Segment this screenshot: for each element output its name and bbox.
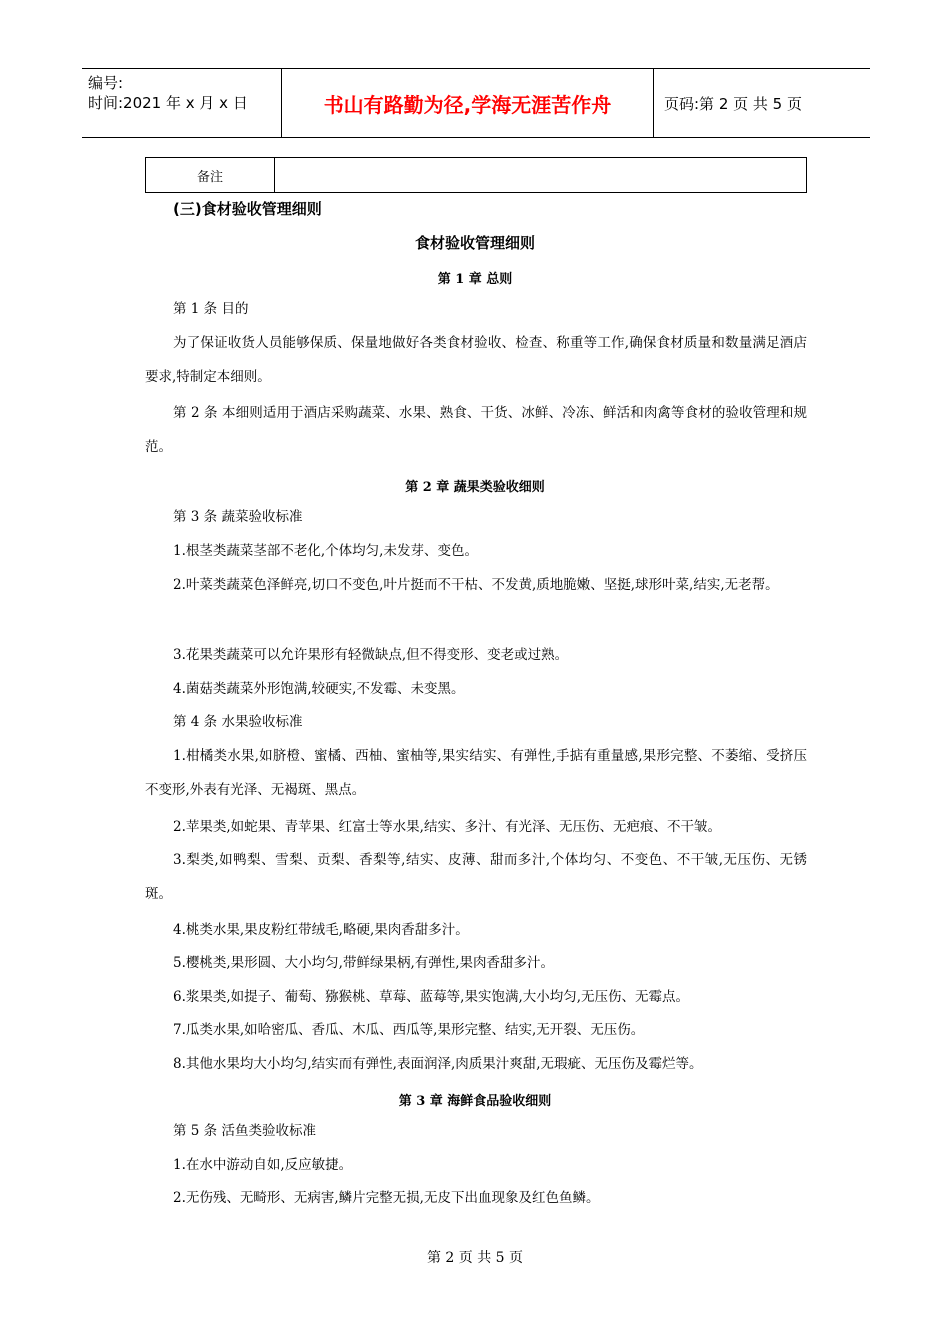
veg-item-2: 2.叶菜类蔬菜色泽鲜亮,切口不变色,叶片挺而不干枯、不发黄,质地脆嫩、坚挺,球形叶菜,结实,无老帮。	[173, 577, 779, 593]
number-label: 编号:	[88, 74, 124, 92]
fruit-item-3: 3.梨类,如鸭梨、雪梨、贡梨、香梨等,结实、皮薄、甜而多汁,个体均匀、不变色、不干皱,无压伤、无锈斑。	[145, 852, 807, 902]
veg-item-1: 1.根茎类蔬菜茎部不老化,个体均匀,未发芽、变色。	[173, 543, 478, 559]
section-heading: (三)食材验收管理细则	[173, 200, 322, 218]
remark-key: 备注	[146, 158, 275, 192]
fruit-item-1: 1.柑橘类水果,如脐橙、蜜橘、西柚、蜜柚等,果实结实、有弹性,手掂有重量感,果形完整、不萎缩、受挤压不变形,外表有光泽、无褐斑、黑点。	[145, 748, 807, 798]
fruit-item-7: 7.瓜类水果,如哈密瓜、香瓜、木瓜、西瓜等,果形完整、结实,无开裂、无压伤。	[173, 1022, 645, 1038]
article-4: 第 4 条 水果验收标准	[173, 714, 303, 730]
article-5: 第 5 条 活鱼类验收标准	[173, 1123, 316, 1139]
header-motto: 书山有路勤为径,学海无涯苦作舟	[282, 69, 654, 137]
doc-title: 食材验收管理细则	[414, 234, 535, 252]
fruit-item-6: 6.浆果类,如提子、葡萄、猕猴桃、草莓、蓝莓等,果实饱满,大小均匀,无压伤、无霉点。	[173, 989, 690, 1005]
fruit-item-4: 4.桃类水果,果皮粉红带绒毛,略硬,果肉香甜多汁。	[173, 922, 469, 938]
article-1-text: 为了保证收货人员能够保质、保量地做好各类食材验收、检查、称重等工作,确保食材质量和数量满足酒店要求,特制定本细则。	[145, 335, 807, 385]
page-header	[82, 68, 870, 138]
veg-item-4: 4.菌菇类蔬菜外形饱满,较硬实,不发霉、未变黑。	[173, 681, 465, 697]
chapter-2-heading: 第 2 章 蔬果类验收细则	[405, 480, 545, 495]
chapter-3-heading: 第 3 章 海鲜食品验收细则	[398, 1094, 552, 1109]
remark-table	[145, 157, 807, 193]
fruit-item-2: 2.苹果类,如蛇果、青苹果、红富士等水果,结实、多汁、有光泽、无压伤、无疤痕、不干皱。	[173, 819, 721, 835]
article-1: 第 1 条 目的	[173, 301, 249, 317]
header-meta	[82, 69, 282, 137]
fruit-item-8: 8.其他水果均大小均匀,结实而有弹性,表面润泽,肉质果汁爽甜,无瑕疵、无压伤及霉烂等。	[173, 1056, 703, 1072]
remark-value	[275, 158, 806, 192]
article-3: 第 3 条 蔬菜验收标准	[173, 509, 303, 525]
veg-item-3: 3.花果类蔬菜可以允许果形有轻微缺点,但不得变形、变老或过熟。	[173, 647, 569, 663]
chapter-1-heading: 第 1 章 总则	[437, 272, 513, 287]
fruit-item-5: 5.樱桃类,果形圆、大小均匀,带鲜绿果柄,有弹性,果肉香甜多汁。	[173, 955, 555, 971]
fish-item-1: 1.在水中游动自如,反应敏捷。	[173, 1157, 353, 1173]
time-label: 时间:2021 年 x 月 x 日	[88, 94, 248, 112]
page-footer: 第 2 页 共 5 页	[426, 1250, 524, 1266]
article-2: 第 2 条 本细则适用于酒店采购蔬菜、水果、熟食、干货、冰鲜、冷冻、鲜活和肉禽等食材的验收管理和规范。	[145, 405, 807, 455]
header-page-info: 页码:第 2 页 共 5 页	[664, 94, 802, 113]
fish-item-2: 2.无伤残、无畸形、无病害,鳞片完整无损,无皮下出血现象及红色鱼鳞。	[173, 1190, 600, 1206]
